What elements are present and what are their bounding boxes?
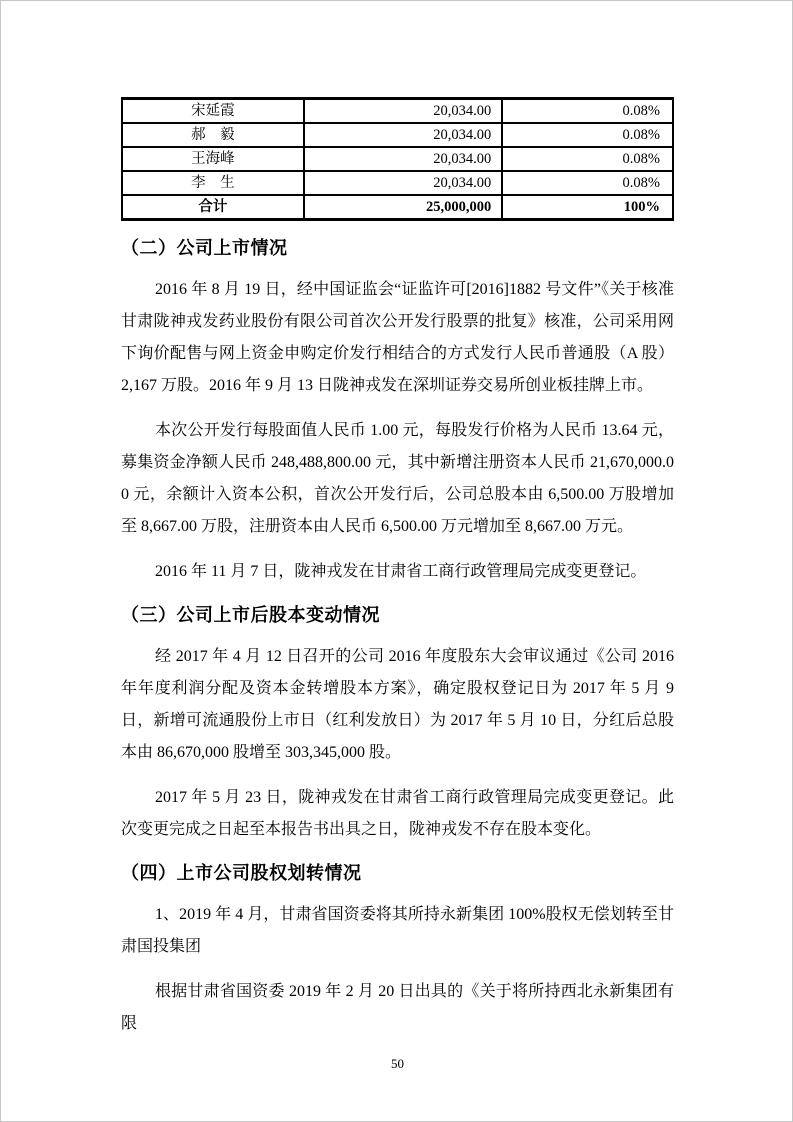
shareholder-name: 李 生 — [122, 171, 304, 195]
page-content — [121, 97, 674, 1072]
shareholder-shares: 20,034.00 — [304, 147, 502, 171]
table-row — [122, 147, 673, 171]
total-label: 合计 — [122, 195, 304, 220]
shareholder-percent: 0.08% — [502, 171, 673, 195]
table-row — [122, 171, 673, 195]
shareholder-shares: 20,034.00 — [304, 123, 502, 147]
paragraph: 2016 年 11 月 7 日，陇神戎发在甘肃省工商行政管理局完成变更登记。 — [155, 563, 647, 580]
total-shares: 25,000,000 — [304, 195, 502, 220]
page-number: 50 — [391, 1056, 404, 1071]
section-heading-3: （三）公司上市后股本变动情况 — [121, 605, 380, 625]
shareholder-name: 宋延霞 — [122, 99, 304, 124]
shareholder-percent: 0.08% — [502, 99, 673, 124]
shareholder-name: 王海峰 — [122, 147, 304, 171]
paragraph: 2016 年 8 月 19 日，经中国证监会“证监许可[2016]1882 号文件”《关于核准甘肃陇神戎发药业股份有限公司首次公开发行股票的批复》核准，公司采用网下询价配售与网上资金申购定价发行相结合的方式发行人民币普通股（A 股）2,167 万股。2016 年 9 月 13 日陇神戎发在深圳证券交易所创业板挂牌上市。 — [121, 281, 674, 394]
shareholder-shares: 20,034.00 — [304, 99, 502, 124]
table-row — [122, 99, 673, 124]
shareholder-percent: 0.08% — [502, 147, 673, 171]
section-heading-4: （四）上市公司股权划转情况 — [121, 863, 362, 883]
shareholder-shares: 20,034.00 — [304, 171, 502, 195]
paragraph: 1、2019 年 4 月，甘肃省国资委将其所持永新集团 100%股权无偿划转至甘肃国投集团 — [121, 906, 674, 955]
table-total-row — [122, 195, 673, 220]
paragraph: 根据甘肃省国资委 2019 年 2 月 20 日出具的《关于将所持西北永新集团有限 — [121, 983, 674, 1032]
shareholder-table — [121, 97, 674, 221]
paragraph: 本次公开发行每股面值人民币 1.00 元，每股发行价格为人民币 13.64 元，募集资金净额人民币 248,488,800.00 元，其中新增注册资本人民币 21,670,000.00 元，余额计入资本公积，首次公开发行后，公司总股本由 6,500.00 万股增加至 8,667.00 万股，注册资本由人民币 6,500.00 万元增加至 8,667.00 万元。 — [121, 422, 674, 535]
section-heading-2: （二）公司上市情况 — [121, 238, 288, 258]
paragraph: 经 2017 年 4 月 12 日召开的公司 2016 年度股东大会审议通过《公司 2016 年年度利润分配及资本金转增股本方案》，确定股权登记日为 2017 年 5 月 9 日，新增可流通股份上市日（红利发放日）为 2017 年 5 月 10 日，分红后总股本由 86,670,000 股增至 303,345,000 股。 — [121, 648, 674, 761]
total-percent: 100% — [502, 195, 673, 220]
shareholder-percent: 0.08% — [502, 123, 673, 147]
table-row — [122, 123, 673, 147]
shareholder-name: 郝 毅 — [122, 123, 304, 147]
paragraph: 2017 年 5 月 23 日，陇神戎发在甘肃省工商行政管理局完成变更登记。此次变更完成之日起至本报告书出具之日，陇神戎发不存在股本变化。 — [121, 789, 674, 838]
